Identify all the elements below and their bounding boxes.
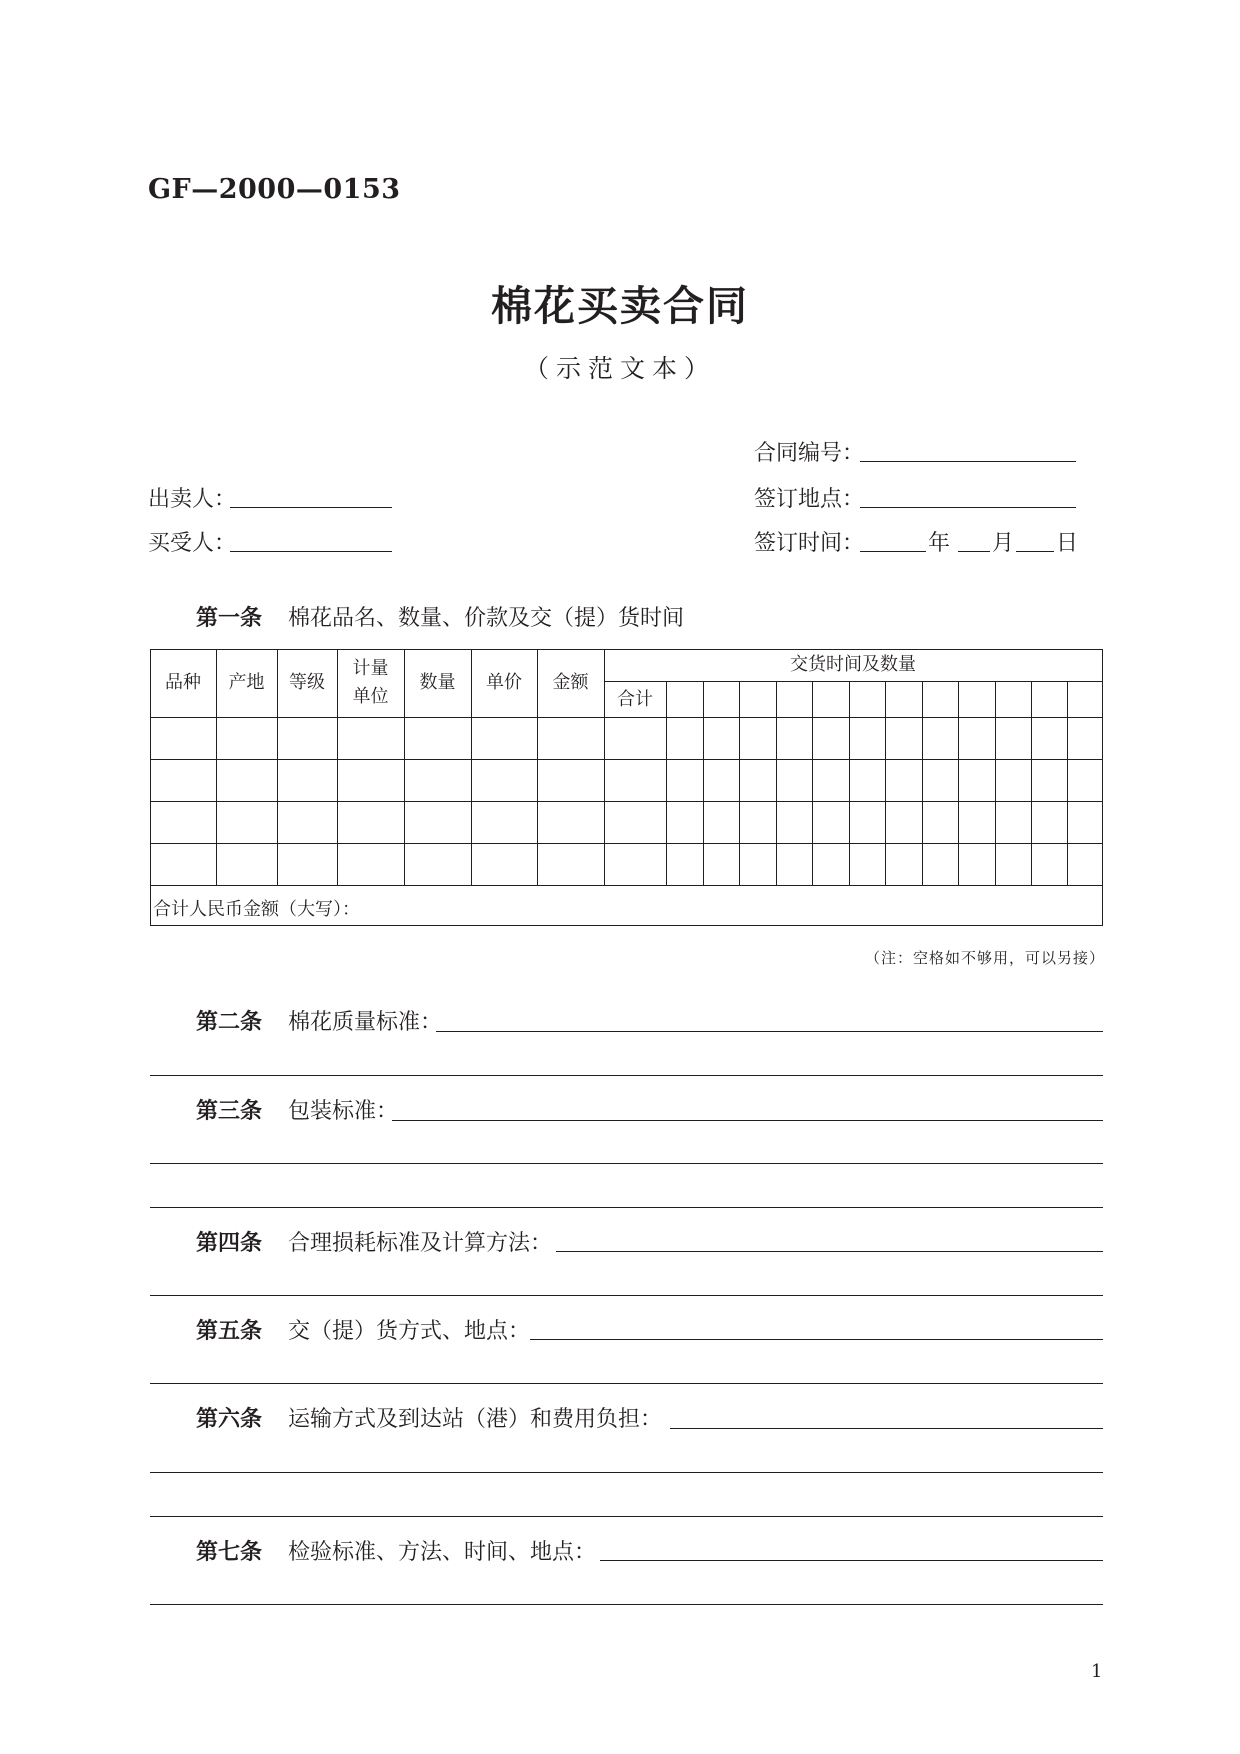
table-border-top [150,649,1103,650]
article-4-field[interactable] [556,1251,1103,1252]
article-2-number: 第二条 [196,1009,263,1035]
header-unit-price: 单价 [486,672,522,693]
article-7-field[interactable] [600,1560,1103,1561]
standard-code: GF—2000—0153 [148,174,401,205]
article-5-number: 第五条 [196,1318,263,1344]
delivery-col-line [958,682,959,886]
delivery-col-line [995,682,996,886]
sign-month-field[interactable] [958,551,990,552]
contract-subtitle: （示范文本） [523,354,716,383]
total-rmb-label: 合计人民币金额（大写）： [153,899,360,920]
article-4-field-line[interactable] [150,1295,1103,1296]
header-grade: 等级 [289,672,325,693]
sign-place-field[interactable] [860,507,1076,508]
year-label: 年 [928,531,951,556]
day-label: 日 [1056,531,1079,556]
header-unit-line1: 计量 [352,658,389,679]
table-row-line [150,759,1103,760]
sign-day-field[interactable] [1016,551,1054,552]
delivery-col-line [812,682,813,886]
article-3-field-line[interactable] [150,1163,1103,1164]
header-origin: 产地 [228,672,265,693]
buyer-label: 买受人： [148,531,237,556]
header-delivery-time-qty: 交货时间及数量 [790,654,916,675]
table-row-line [150,801,1103,802]
article-6-field-line[interactable] [150,1516,1103,1517]
article-1-text: 棉花品名、数量、价款及交（提）货时间 [288,606,685,631]
article-3-field[interactable] [392,1120,1103,1121]
article-5-field[interactable] [530,1339,1103,1340]
contract-no-field[interactable] [860,461,1076,462]
article-2-field[interactable] [436,1031,1103,1032]
header-amount: 金额 [552,672,589,693]
sign-year-field[interactable] [860,551,926,552]
article-3-field-line[interactable] [150,1207,1103,1208]
article-2-field-line[interactable] [150,1075,1103,1076]
table-row-line [150,717,1103,718]
article-7-number: 第七条 [196,1539,263,1565]
table-note: （注：空格如不够用，可以另接） [865,949,1106,967]
article-4-number: 第四条 [196,1230,263,1256]
delivery-col-line [739,682,740,886]
header-subtotal: 合计 [617,689,653,710]
header-unit-line2: 单位 [352,686,389,707]
contract-no-label: 合同编号： [754,441,865,466]
page-number: 1 [1091,1661,1103,1682]
delivery-col-line [1067,682,1068,886]
seller-label: 出卖人： [148,487,237,512]
article-5-field-line[interactable] [150,1383,1103,1384]
article-6-number: 第六条 [196,1406,263,1432]
header-quantity: 数量 [419,672,456,693]
article-6-field[interactable] [670,1428,1103,1429]
delivery-col-line [666,682,667,886]
sign-place-label: 签订地点： [754,487,865,512]
article-2-text: 棉花质量标准： [288,1010,443,1035]
table-row-line [150,843,1103,844]
article-3-number: 第三条 [196,1098,263,1124]
delivery-col-line [1031,682,1032,886]
seller-field[interactable] [230,507,392,508]
article-3-text: 包装标准： [288,1099,399,1124]
article-7-text: 检验标准、方法、时间、地点： [288,1540,597,1565]
delivery-col-line [776,682,777,886]
delivery-col-line [922,682,923,886]
article-4-text: 合理损耗标准及计算方法： [288,1231,553,1256]
contract-title: 棉花买卖合同 [491,282,749,330]
table-col-line [604,650,605,886]
article-6-text: 运输方式及到达站（港）和费用负担： [288,1407,663,1432]
delivery-col-line [849,682,850,886]
article-7-field-line[interactable] [150,1604,1103,1605]
header-variety: 品种 [165,672,201,693]
month-label: 月 [992,531,1015,556]
article-6-field-line[interactable] [150,1472,1103,1473]
article-1-number: 第一条 [196,605,263,631]
delivery-col-line [885,682,886,886]
table-row-line [150,885,1103,886]
article-5-text: 交（提）货方式、地点： [288,1319,531,1344]
table-border-right [1102,650,1103,926]
sign-time-label: 签订时间： [754,531,865,556]
table-delivery-divider [605,681,1103,682]
delivery-col-line [703,682,704,886]
buyer-field[interactable] [230,551,392,552]
table-border-bottom [150,925,1103,926]
